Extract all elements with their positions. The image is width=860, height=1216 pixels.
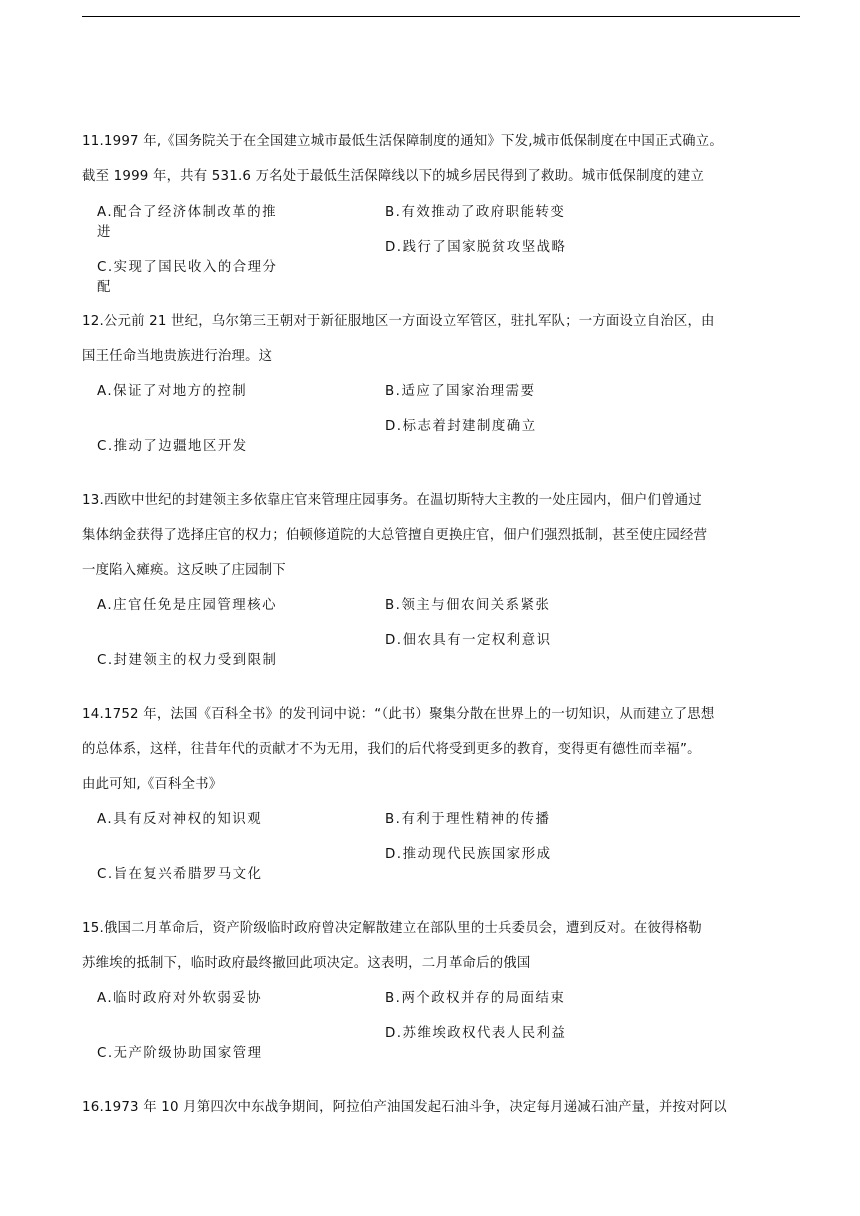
- option-c: C.无产阶级协助国家管理: [97, 1046, 263, 1061]
- question-line: 国王任命当地贵族进行治理。这: [82, 349, 273, 364]
- option-d: D.标志着封建制度确立: [385, 419, 537, 434]
- question-line: 的总体系，这样，往昔年代的贡献才不为无用，我们的后代将受到更多的教育，变得更有德性而幸福”。: [82, 742, 701, 757]
- question-line: 截至 1999 年，共有 531.6 万名处于最低生活保障线以下的城乡居民得到了救助。城市低保制度的建立: [82, 169, 705, 184]
- option-a: A.保证了对地方的控制: [97, 384, 248, 399]
- question-line: 苏维埃的抵制下，临时政府最终撤回此项决定。这表明，二月革命后的俄国: [82, 956, 531, 971]
- option-b: B.有利于理性精神的传播: [385, 812, 551, 827]
- option-c: C.旨在复兴希腊罗马文化: [97, 867, 263, 882]
- question-line: 15.俄国二月革命后，资产阶级临时政府曾决定解散建立在部队里的士兵委员会，遭到反对。在彼得格勒: [82, 921, 702, 936]
- option-a: A.临时政府对外软弱妥协: [97, 991, 263, 1006]
- option-d: D.佃农具有一定权利意识: [385, 633, 552, 648]
- option-d: D.苏维埃政权代表人民利益: [385, 1026, 567, 1041]
- question-line: 一度陷入瘫痪。这反映了庄园制下: [82, 563, 286, 578]
- question-line: 16.1973 年 10 月第四次中东战争期间，阿拉伯产油国发起石油斗争，决定每月递减石油产量，并按对阿以: [82, 1100, 727, 1115]
- question-15-stem: [82, 911, 798, 981]
- option-b: B.有效推动了政府职能转变: [385, 205, 566, 220]
- question-13-stem: [82, 483, 798, 588]
- option-c: C.封建领主的权力受到限制: [97, 653, 278, 668]
- question-line: 13.西欧中世纪的封建领主多依靠庄官来管理庄园事务。在温切斯特大主教的一处庄园内，佃户们曾通过: [82, 493, 702, 508]
- option-c: C.实现了国民收入的合理分配: [97, 260, 278, 295]
- question-line: 11.1997 年,《国务院关于在全国建立城市最低生活保障制度的通知》下发,城市低保制度在中国正式确立。: [82, 134, 723, 149]
- question-line: 12.公元前 21 世纪，乌尔第三王朝对于新征服地区一方面设立军管区，驻扎军队；一方面设立自治区，由: [82, 314, 715, 329]
- question-16-stem: [82, 1090, 798, 1125]
- option-a: A.配合了经济体制改革的推进: [97, 205, 277, 240]
- option-a: A.庄官任免是庄园管理核心: [97, 598, 277, 613]
- option-b: B.两个政权并存的局面结束: [385, 991, 566, 1006]
- question-14-stem: [82, 697, 798, 802]
- option-c: C.推动了边疆地区开发: [97, 439, 248, 454]
- header-rule: [82, 16, 800, 17]
- question-line: 14.1752 年，法国《百科全书》的发刊词中说：“（此书）聚集分散在世界上的一切知识，从而建立了思想: [82, 707, 715, 722]
- option-a: A.具有反对神权的知识观: [97, 812, 263, 827]
- option-d: D.践行了国家脱贫攻坚战略: [385, 240, 567, 255]
- question-line: 由此可知,《百科全书》: [82, 777, 223, 792]
- option-b: B.适应了国家治理需要: [385, 384, 536, 399]
- question-12-stem: [82, 304, 798, 374]
- question-line: 集体纳金获得了选择庄官的权力；伯顿修道院的大总管擅自更换庄官，佃户们强烈抵制，甚至使庄园经营: [82, 528, 708, 543]
- question-11-stem: [82, 124, 798, 194]
- option-d: D.推动现代民族国家形成: [385, 847, 552, 862]
- option-b: B.领主与佃农间关系紧张: [385, 598, 551, 613]
